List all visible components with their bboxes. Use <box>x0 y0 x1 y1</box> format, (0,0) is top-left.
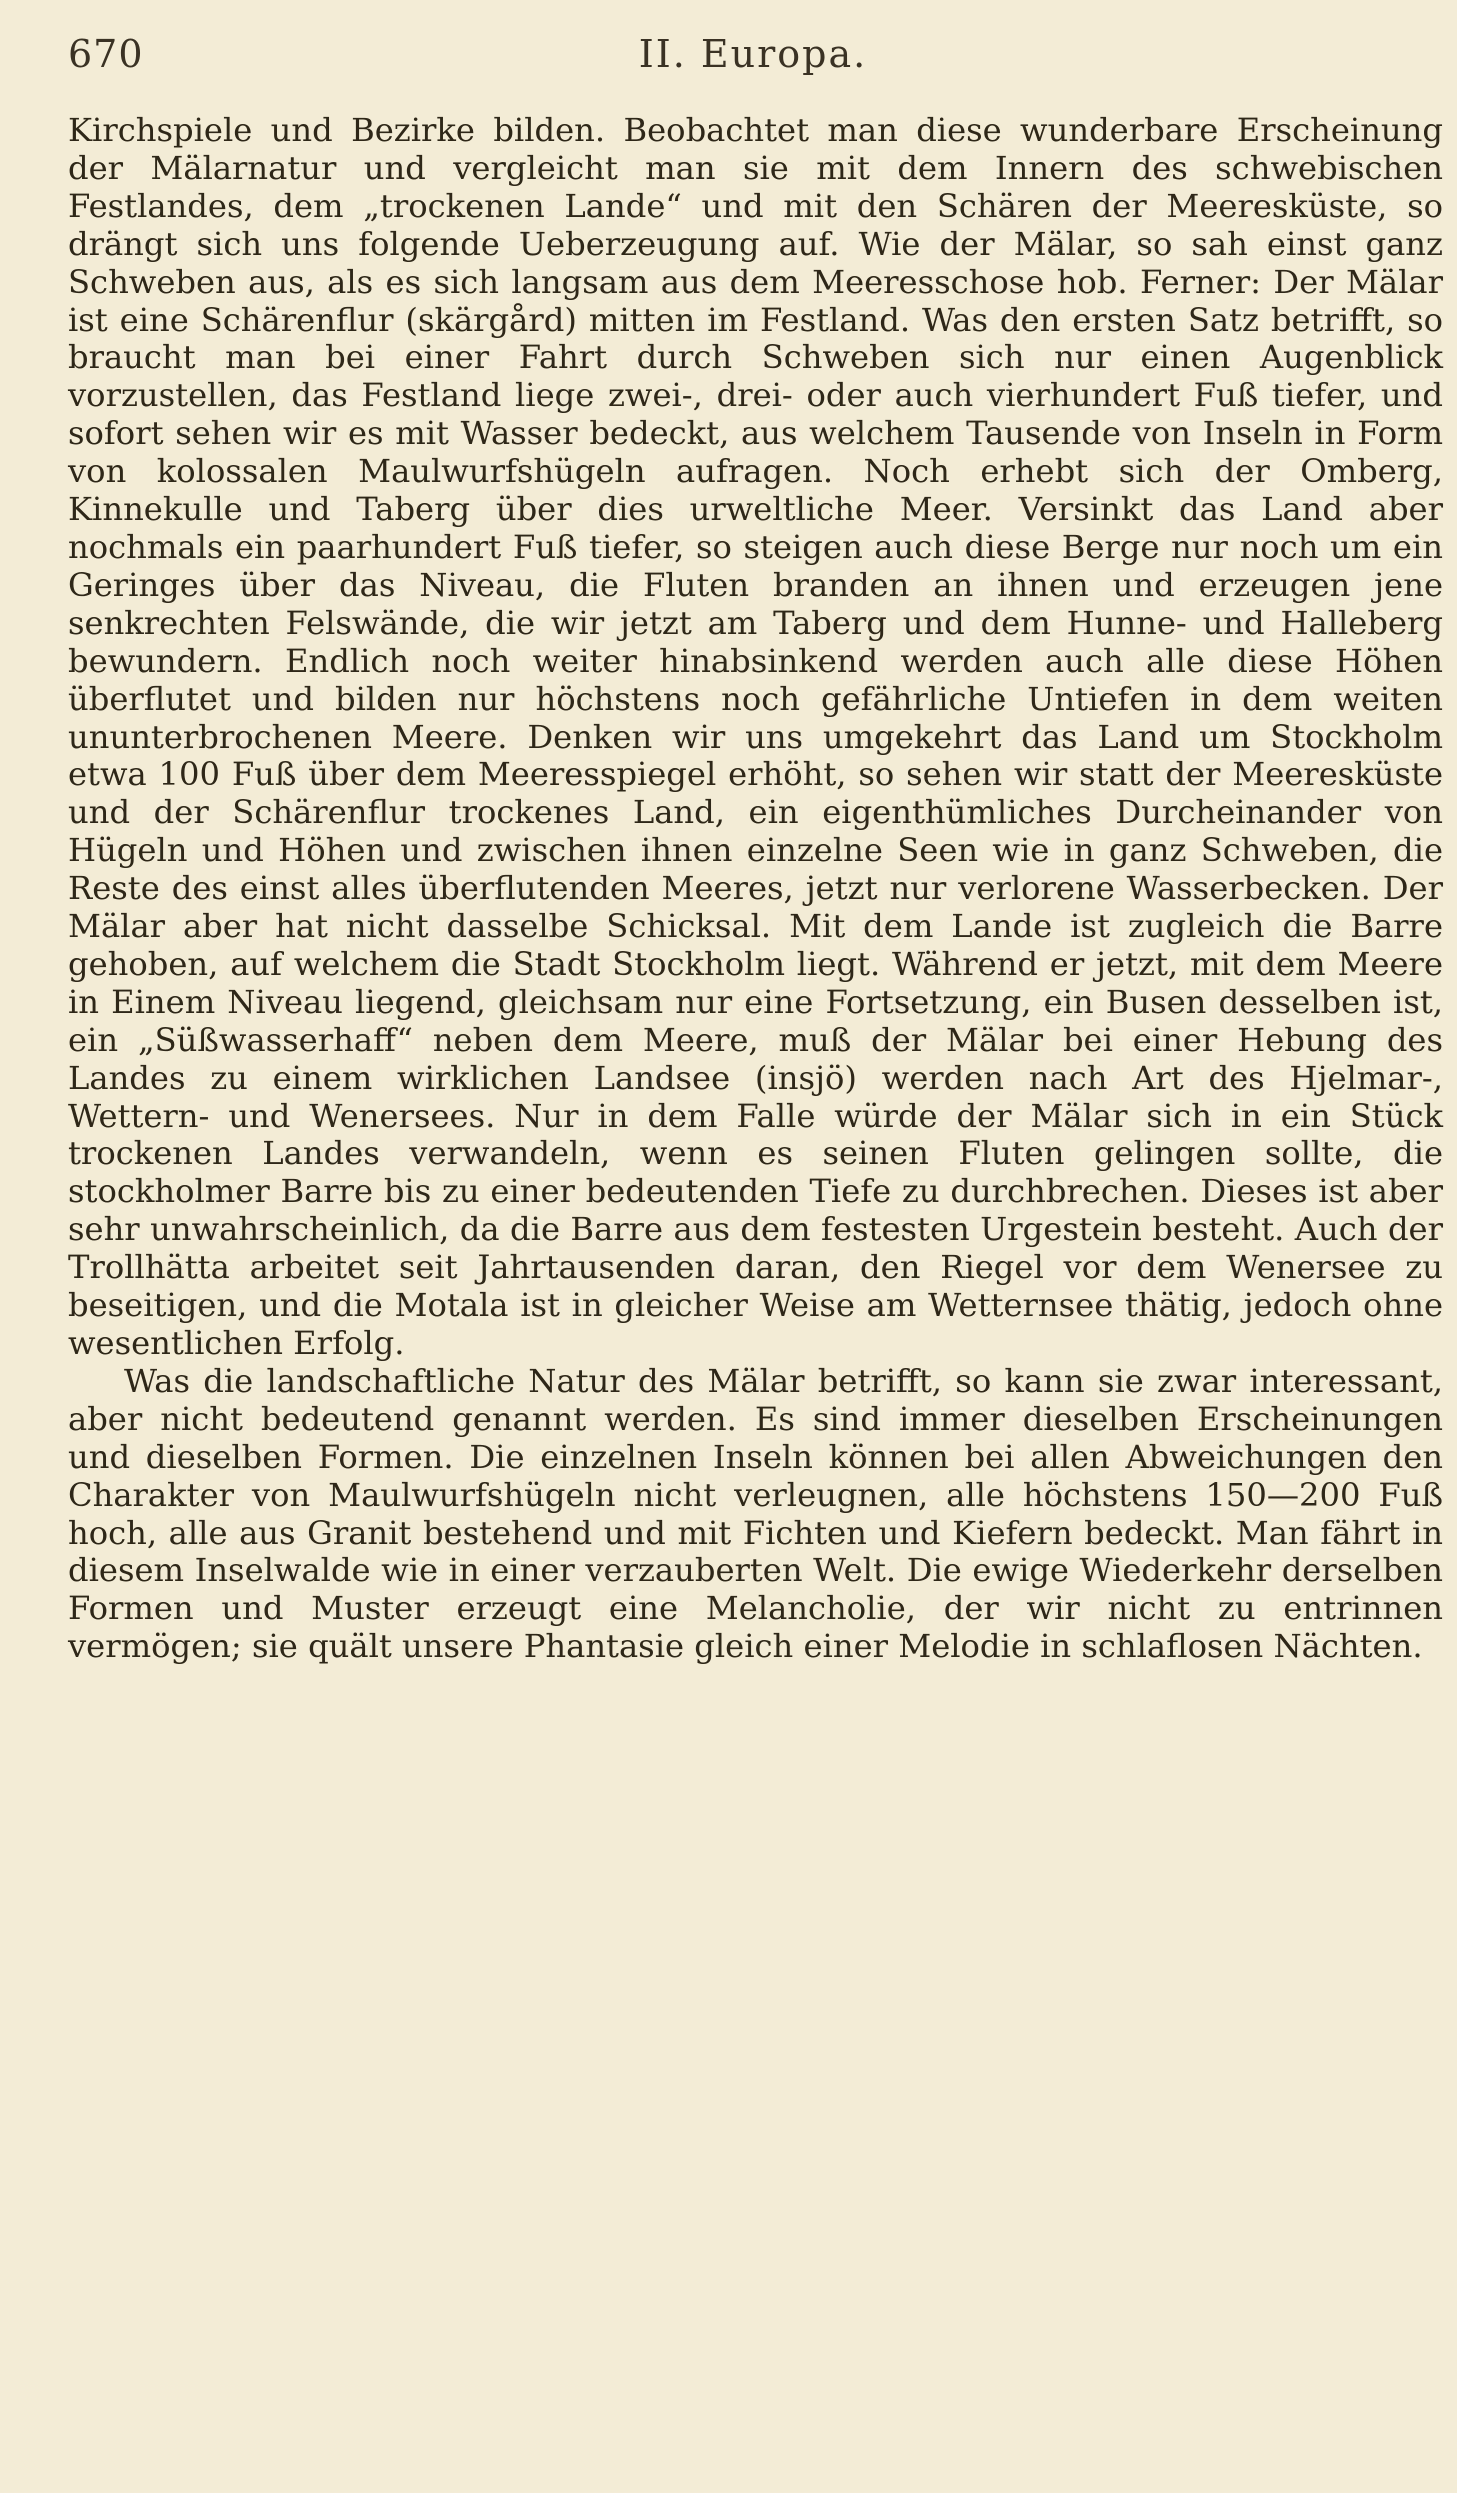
page-number: 670 <box>68 32 144 76</box>
body-text <box>68 112 1443 1666</box>
paragraph-1: Kirchspiele und Bezirke bilden. Beobachtet man diese wunderbare Erscheinung der Mälarnatur und vergleicht man sie mit dem Innern des schwebischen Festlandes, dem „trockenen Lande“ und mit den Schären der Meeresküste, so drängt sich uns folgende Ueberzeugung auf. Wie der Mälar, so sah einst ganz Schweben aus, als es sich langsam aus dem Meeresschose hob. Ferner: Der Mälar ist eine Schärenflur (skärgård) mitten im Festland. Was den ersten Satz betrifft, so braucht man bei einer Fahrt durch Schweben sich nur einen Augenblick vorzustellen, das Festland liege zwei-, drei- oder auch vierhundert Fuß tiefer, und sofort sehen wir es mit Wasser bedeckt, aus welchem Tausende von Inseln in Form von kolossalen Maulwurfshügeln aufragen. Noch erhebt sich der Omberg, Kinnekulle und Taberg über dies urweltliche Meer. Versinkt das Land aber nochmals ein paarhundert Fuß tiefer, so steigen auch diese Berge nur noch um ein Geringes über das Niveau, die Fluten branden an ihnen und erzeugen jene senkrechten Felswände, die wir jetzt am Taberg und dem Hunne- und Halleberg bewundern. Endlich noch weiter hinabsinkend werden auch alle diese Höhen überflutet und bilden nur höchstens noch gefährliche Untiefen in dem weiten ununterbrochenen Meere. Denken wir uns umgekehrt das Land um Stockholm etwa 100 Fuß über dem Meeresspiegel erhöht, so sehen wir statt der Meeresküste und der Schärenflur trockenes Land, ein eigenthümliches Durcheinander von Hügeln und Höhen und zwischen ihnen einzelne Seen wie in ganz Schweben, die Reste des einst alles überflutenden Meeres, jetzt nur verlorene Wasserbecken. Der Mälar aber hat nicht dasselbe Schicksal. Mit dem Lande ist zugleich die Barre gehoben, auf welchem die Stadt Stockholm liegt. Während er jetzt, mit dem Meere in Einem Niveau liegend, gleichsam nur eine Fortsetzung, ein Busen desselben ist, ein „Süßwasserhaff“ neben dem Meere, muß der Mälar bei einer Hebung des Landes zu einem wirklichen Landsee (insjö) werden nach Art des Hjelmar-, Wettern- und Wenersees. Nur in dem Falle würde der Mälar sich in ein Stück trockenen Landes verwandeln, wenn es seinen Fluten gelingen sollte, die stockholmer Barre bis zu einer bedeutenden Tiefe zu durchbrechen. Dieses ist aber sehr unwahrscheinlich, da die Barre aus dem festesten Urgestein besteht. Auch der Trollhätta arbeitet seit Jahrtausenden daran, den Riegel vor dem Wenersee zu beseitigen, und die Motala ist in gleicher Weise am Wetternsee thätig, jedoch ohne wesentlichen Erfolg. <box>68 111 1443 1362</box>
running-head: II. Europa. <box>638 32 868 76</box>
page-header <box>68 28 1438 88</box>
paragraph-2: Was die landschaftliche Natur des Mälar betrifft, so kann sie zwar interessant, aber nicht bedeutend genannt werden. Es sind immer dieselben Erscheinungen und dieselben Formen. Die einzelnen Inseln können bei allen Abweichungen den Charakter von Maulwurfshügeln nicht verleugnen, alle höchstens 150—200 Fuß hoch, alle aus Granit bestehend und mit Fichten und Kiefern bedeckt. Man fährt in diesem Inselwalde wie in einer verzauberten Welt. Die ewige Wiederkehr derselben Formen und Muster erzeugt eine Melancholie, der wir nicht zu entrinnen vermögen; sie quält unsere Phantasie gleich einer Melodie in schlaflosen Nächten. <box>68 1361 1443 1666</box>
